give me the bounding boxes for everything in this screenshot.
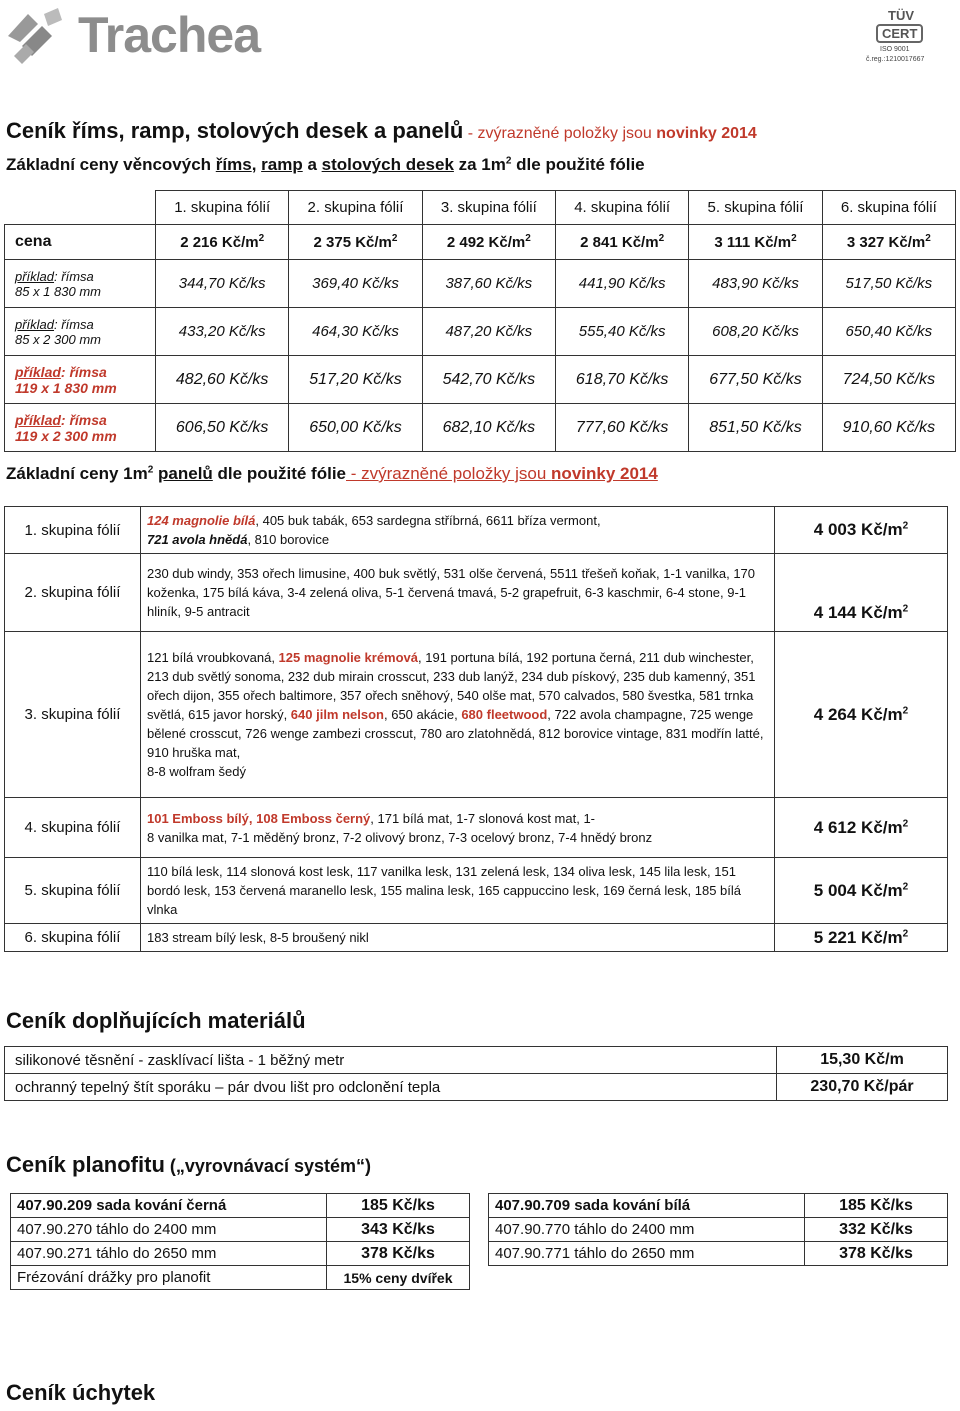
example-price: 724,50 Kč/ks [822,356,955,404]
panel-group: 4. skupina fólií [5,798,141,858]
example-price: 517,50 Kč/ks [822,260,955,308]
cert-line4: č.reg.:1210017667 [866,56,925,63]
panels-price-table [4,506,948,952]
panel-group: 5. skupina fólií [5,858,141,924]
planofit-row [11,1194,470,1218]
panels-heading-link[interactable]: panelů [158,464,213,483]
cena-sup: 2 [525,233,531,244]
rims-example-row [5,260,956,308]
subtitle-sup: 2 [505,155,512,167]
panel-row [5,554,948,632]
example-label [5,356,156,404]
example-word: příklad [15,316,55,332]
panel-row [5,924,948,952]
title-note-highlight: novinky 2014 [656,125,757,142]
cena-sup: 2 [925,233,931,244]
cena-value [289,225,422,260]
example-rest: : římsa [60,411,107,428]
panel-group: 3. skupina fólií [5,632,141,798]
subtitle-sep: , [251,155,262,174]
example-price: 910,60 Kč/ks [822,404,955,452]
example-rest: : římsa [54,316,94,332]
example-price: 487,20 Kč/ks [422,308,555,356]
planofit-table-white [488,1193,948,1266]
panels-heading-text-a: Základní ceny 1m [6,464,148,483]
rims-subtitle [6,155,645,175]
example-size: 119 x 2 300 mm [15,427,117,444]
planofit-label: 407.90.270 táhlo do 2400 mm [11,1218,327,1242]
planofit-price: 15% ceny dvířek [327,1266,470,1290]
planofit-price: 332 Kč/ks [805,1218,948,1242]
planofit-price: 185 Kč/ks [805,1194,948,1218]
cert-line2: CERT [876,24,923,43]
panels-heading-note [346,464,658,483]
example-price: 650,40 Kč/ks [822,308,955,356]
planofit-label: 407.90.771 táhlo do 2650 mm [489,1242,805,1266]
doplnujici-price: 230,70 Kč/pár [777,1074,948,1101]
doplnujici-label: silikonové těsnění - zasklívací lišta - 1 běžný metr [5,1047,777,1074]
example-word: příklad [15,363,61,380]
example-size: 119 x 1 830 mm [15,379,117,396]
panel-group: 6. skupina fólií [5,924,141,952]
example-price: 650,00 Kč/ks [289,404,422,452]
title-note [463,125,756,142]
example-rest: : římsa [60,363,107,380]
panels-note-highlight: novinky 2014 [551,464,658,483]
rims-example-row [5,404,956,452]
example-price: 433,20 Kč/ks [156,308,289,356]
panel-price-sup: 2 [902,817,909,829]
planofit-label: 407.90.709 sada kování bílá [489,1194,805,1218]
panel-group: 2. skupina fólií [5,554,141,632]
panel-description: 101 Emboss bílý, 108 Emboss černý, 171 bílá mat, 1-7 slonová kost mat, 1- 8 vanilka mat, 7-1 měděný bronz, 7-2 olivový bronz, 7-3 ocelový bronz, 7-4 hnědý bronz [141,798,775,858]
planofit-row [489,1194,948,1218]
planofit-price: 378 Kč/ks [327,1242,470,1266]
cena-label: cena [5,225,156,260]
title-note-prefix: - zvýrazněné položky jsou [463,125,657,142]
rims-col-header: 6. skupina fólií [822,191,955,225]
cena-sup: 2 [258,233,265,244]
planofit-heading-text: Ceník planofitu [6,1152,165,1177]
rims-header-row [5,191,956,225]
panel-description: 110 bílá lesk, 114 slonová kost lesk, 117 vanilka lesk, 131 zelená lesk, 134 oliva lesk, 145 lila lesk, 151 bordó lesk, 153 červená maranello lesk, 155 malina lesk, 165 cappuccino lesk, 169 černá lesk, 185 bílá vlnka [141,858,775,924]
planofit-row [489,1218,948,1242]
example-size: 85 x 2 300 mm [15,331,101,347]
panel-description: 230 dub windy, 353 ořech limusine, 400 buk světlý, 531 olše červená, 5511 třešeň koňak, 1-1 vanilka, 170 koženka, 175 bílá káva, 3-4 zelená oliva, 5-1 červená tmavá, 5-2 grapefruit, 6-3 kaschmir, 6-4 stone, 9-1 hliník, 9-5 antracit [141,554,775,632]
cena-value-text: 3 111 Kč/m [714,234,792,251]
cena-sup: 2 [658,233,665,244]
cert-line1: TÜV [888,8,914,23]
rims-example-row [5,356,956,404]
doplnujici-price: 15,30 Kč/m [777,1047,948,1074]
example-price: 682,10 Kč/ks [422,404,555,452]
cena-sup: 2 [791,233,797,244]
planofit-row [489,1242,948,1266]
panel-price-sup: 2 [902,603,909,615]
example-price: 555,40 Kč/ks [555,308,688,356]
panel-price-sup: 2 [902,520,909,532]
subtitle-text-b: a [302,155,322,174]
subtitle-text-d: dle použité fólie [511,155,645,174]
subtitle-link-rimsy[interactable]: říms [215,155,252,174]
planofit-heading-sub: („vyrovnávací systém“) [164,1156,371,1176]
example-price: 344,70 Kč/ks [156,260,289,308]
example-price: 464,30 Kč/ks [289,308,422,356]
panel-price-text: 4 264 Kč/m [813,704,903,724]
rims-price-table [4,190,956,452]
uchytek-heading: Ceník úchytek [6,1380,156,1405]
example-word: příklad [15,268,55,284]
panel-price [775,924,948,952]
example-price: 369,40 Kč/ks [289,260,422,308]
planofit-label: 407.90.271 táhlo do 2650 mm [11,1242,327,1266]
planofit-label: 407.90.209 sada kování černá [11,1194,327,1218]
trachea-logo-icon [6,6,76,68]
panel-price [775,507,948,554]
rims-cena-row [5,225,956,260]
cert-line3: ISO 9001 [880,46,910,53]
panel-price-sup: 2 [902,927,909,939]
doplnujici-table [4,1046,948,1101]
panel-row [5,798,948,858]
cena-value-text: 2 216 Kč/m [180,234,259,251]
subtitle-text-c: za 1m [453,155,506,174]
panel-row [5,858,948,924]
panel-description: 124 magnolie bílá, 405 buk tabák, 653 sardegna stříbrná, 6611 bříza vermont, 721 avola hnědá, 810 borovice [141,507,775,554]
planofit-table-black [10,1193,470,1290]
page-title-main: Ceník říms, ramp, stolových desek a panelů [6,118,464,143]
example-word: příklad [15,411,61,428]
panel-price-text: 5 221 Kč/m [813,927,903,947]
rims-header-blank [5,191,156,225]
planofit-heading [6,1152,371,1178]
example-rest: : římsa [54,268,94,284]
subtitle-link-desky[interactable]: stolových desek [321,155,454,174]
page-title [6,118,757,144]
planofit-row [11,1218,470,1242]
panel-price [775,554,948,632]
planofit-row [11,1266,470,1290]
panel-price-text: 4 612 Kč/m [813,817,903,837]
rims-example-row [5,308,956,356]
rims-col-header: 2. skupina fólií [289,191,422,225]
rims-col-header: 5. skupina fólií [689,191,822,225]
example-price: 618,70 Kč/ks [555,356,688,404]
example-price: 387,60 Kč/ks [422,260,555,308]
cena-value-text: 2 492 Kč/m [446,234,526,251]
example-label [5,308,156,356]
example-price: 606,50 Kč/ks [156,404,289,452]
cena-value [555,225,688,260]
company-logo-text: Trachea [78,7,261,63]
panel-group: 1. skupina fólií [5,507,141,554]
panels-note-prefix: - zvýrazněné položky jsou [346,464,552,483]
rims-col-header: 1. skupina fólií [156,191,289,225]
panel-description: 121 bílá vroubkovaná, 125 magnolie krémová, 191 portuna bílá, 192 portuna černá, 211 dub winchester, 213 dub světlý sonoma, 232 dub mirain crosscut, 233 dub lanýž, 234 dub pískový, 235 dub kamenný, 351 ořech dijon, 355 ořech baltimore, 357 ořech sněhový, 540 olše mat, 570 calvados, 580 švestka, 581 trnka světlá, 615 javor horský, 640 jilm nelson, 650 akácie, 680 fleetwood, 722 avola champagne, 725 wenge bělené crosscut, 726 wenge zambezi crosscut, 780 aro zlatohnědá, 812 borovice vintage, 831 modřín latté, 910 hruška mat, 8-8 wolfram šedý [141,632,775,798]
panels-heading-sup: 2 [147,464,154,476]
panel-price-text: 4 003 Kč/m [813,520,903,539]
panel-row [5,507,948,554]
cena-value-text: 2 841 Kč/m [580,234,659,251]
cena-value-text: 3 327 Kč/m [846,234,926,251]
panel-price-sup: 2 [902,880,909,892]
cena-value [156,225,289,260]
example-price: 542,70 Kč/ks [422,356,555,404]
planofit-label: Frézování drážky pro planofit [11,1266,327,1290]
panel-description: 183 stream bílý lesk, 8-5 broušený nikl [141,924,775,952]
panels-heading [6,464,658,484]
cena-value [822,225,955,260]
panel-price-text: 4 144 Kč/m [813,603,903,622]
cena-sup: 2 [391,233,398,244]
planofit-price: 378 Kč/ks [805,1242,948,1266]
panel-row [5,632,948,798]
example-price: 851,50 Kč/ks [689,404,822,452]
planofit-label: 407.90.770 táhlo do 2400 mm [489,1218,805,1242]
example-price: 517,20 Kč/ks [289,356,422,404]
panel-price [775,858,948,924]
doplnujici-label: ochranný tepelný štít sporáku – pár dvou lišt pro odclonění tepla [5,1074,777,1101]
planofit-row [11,1242,470,1266]
tuv-cert-logo [860,6,940,68]
panel-price [775,798,948,858]
example-price: 441,90 Kč/ks [555,260,688,308]
planofit-price: 343 Kč/ks [327,1218,470,1242]
panel-price-sup: 2 [902,704,909,716]
cena-value [422,225,555,260]
example-price: 482,60 Kč/ks [156,356,289,404]
planofit-price: 185 Kč/ks [327,1194,470,1218]
example-label [5,404,156,452]
rims-col-header: 3. skupina fólií [422,191,555,225]
subtitle-link-rampy[interactable]: ramp [261,155,303,174]
doplnujici-heading: Ceník doplňujících materiálů [6,1008,306,1033]
cena-value [689,225,822,260]
panel-price-text: 5 004 Kč/m [813,880,903,900]
example-price: 608,20 Kč/ks [689,308,822,356]
rims-col-header: 4. skupina fólií [555,191,688,225]
example-price: 777,60 Kč/ks [555,404,688,452]
panel-price [775,632,948,798]
example-price: 483,90 Kč/ks [689,260,822,308]
panels-heading-text-c: dle použité fólie [212,464,346,483]
subtitle-text-a: Základní ceny věncových [6,155,216,174]
example-size: 85 x 1 830 mm [15,283,101,299]
doplnujici-row [5,1047,948,1074]
doplnujici-row [5,1074,948,1101]
example-price: 677,50 Kč/ks [689,356,822,404]
example-label [5,260,156,308]
cena-value-text: 2 375 Kč/m [313,234,392,251]
